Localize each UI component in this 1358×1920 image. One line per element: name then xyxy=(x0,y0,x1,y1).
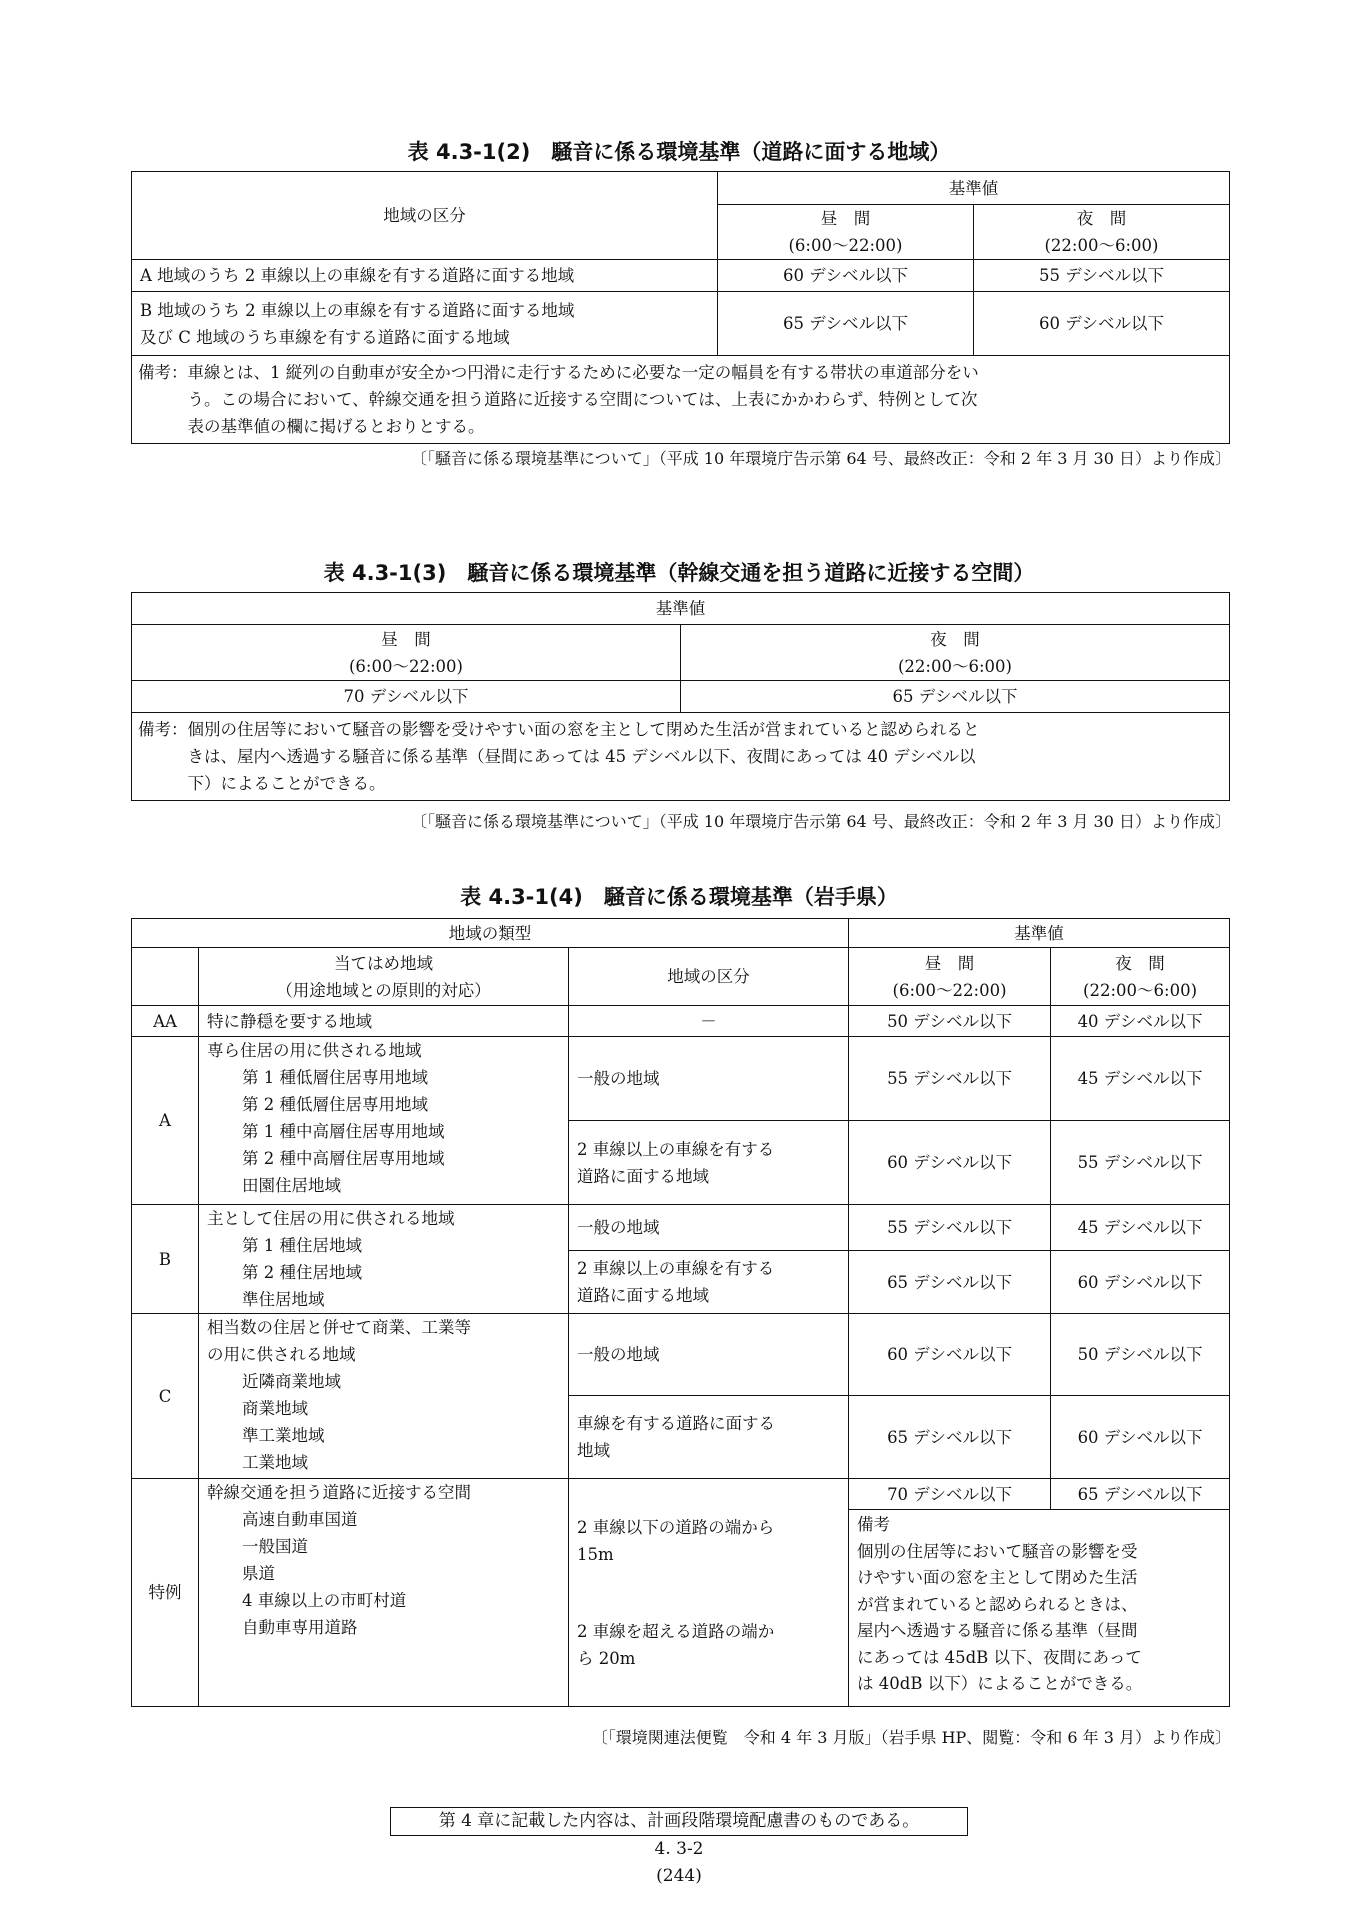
table4-b-region-road: 2 車線以上の車線を有する 道路に面する地域 xyxy=(569,1251,849,1314)
table4-c-area: 相当数の住居と併せて商業、工業等 の用に供される地域 近隣商業地域 商業地域 準工業地域 工業地域 xyxy=(199,1314,569,1479)
table4-b-road-day: 65 デシベル以下 xyxy=(849,1251,1051,1314)
table4-c-region-road: 車線を有する道路に面する 地域 xyxy=(569,1396,849,1479)
table2-row1-night: 55 デシベル以下 xyxy=(974,260,1230,292)
table3-note: 備考： 個別の住居等において騒音の影響を受けやすい面の窓を主として閉めた生活が営まれていると認められると きは、屋内へ透過する騒音に係る基準（昼間にあっては 45 デシベル以下、夜間にあっては 40 デシベル以 下）によることができる。 xyxy=(132,713,1230,801)
table3-caption: 表 4.3-1(3) 騒音に係る環境基準（幹線交通を担う道路に近接する空間） xyxy=(323,561,1035,585)
table3-day-value: 70 デシベル以下 xyxy=(132,681,681,713)
table4-b-region-general: 一般の地域 xyxy=(569,1205,849,1251)
table4-header-type: 地域の類型 xyxy=(132,919,849,948)
table3-header-night: 夜 間 (22:00～6:00) xyxy=(681,625,1230,681)
table4-c-road-day: 65 デシベル以下 xyxy=(849,1396,1051,1479)
table4-header-day: 昼 間 (6:00～22:00) xyxy=(849,948,1051,1006)
table4-special-note: 備考 個別の住居等において騒音の影響を受 けやすい面の窓を主として閉めた生活 が営まれていると認められるときは、 屋内へ透過する騒音に係る基準（昼間 にあっては 45dB 以下、夜間にあって は 40dB 以下）によることができる。 xyxy=(849,1510,1230,1707)
table4-header-applied: 当てはめ地域 （用途地域との原則的対応） xyxy=(199,948,569,1006)
table4-a-road-night: 55 デシベル以下 xyxy=(1051,1121,1230,1205)
table4-a-general-night: 45 デシベル以下 xyxy=(1051,1037,1230,1121)
table4-a-region-general: 一般の地域 xyxy=(569,1037,849,1121)
table2-row2-day: 65 デシベル以下 xyxy=(718,292,974,356)
table4-c-general-day: 60 デシベル以下 xyxy=(849,1314,1051,1396)
table4-aa-night: 40 デシベル以下 xyxy=(1051,1006,1230,1037)
table4-header-region: 地域の区分 xyxy=(569,948,849,1006)
table4-header-standard: 基準値 xyxy=(849,919,1230,948)
table4-a-general-day: 55 デシベル以下 xyxy=(849,1037,1051,1121)
table4-a-road-day: 60 デシベル以下 xyxy=(849,1121,1051,1205)
table2-header-region: 地域の区分 xyxy=(132,172,718,260)
table3-source: 〔「騒音に係る環境基準について」（平成 10 年環境庁告示第 64 号、最終改正：令和 2 年 3 月 30 日）より作成〕 xyxy=(411,812,1231,831)
table3 xyxy=(131,592,1230,801)
page-total-number: (244) xyxy=(656,1866,702,1886)
table2-caption: 表 4.3-1(2) 騒音に係る環境基準（道路に面する地域） xyxy=(407,140,951,164)
table4-a-area: 専ら住居の用に供される地域 第 1 種低層住居専用地域 第 2 種低層住居専用地域 第 1 種中高層住居専用地域 第 2 種中高層住居専用地域 田園住居地域 xyxy=(199,1037,569,1205)
table2-row2-region: B 地域のうち 2 車線以上の車線を有する道路に面する地域 及び C 地域のうち車線を有する道路に面する地域 xyxy=(132,292,718,356)
table4-b-area: 主として住居の用に供される地域 第 1 種住居地域 第 2 種住居地域 準住居地域 xyxy=(199,1205,569,1314)
table4-c-type: C xyxy=(132,1314,199,1479)
table4-header-blank xyxy=(132,948,199,1006)
chapter-notice: 第 4 章に記載した内容は、計画段階環境配慮書のものである。 xyxy=(390,1807,968,1836)
table4-special-type: 特例 xyxy=(132,1479,199,1707)
table4 xyxy=(131,918,1230,1707)
table4-source: 〔「環境関連法便覧 令和 4 年 3 月版」（岩手県 HP、閲覧：令和 6 年 3 月）より作成〕 xyxy=(591,1728,1231,1747)
table2-header-day: 昼 間 (6:00～22:00) xyxy=(718,205,974,260)
table4-a-region-road: 2 車線以上の車線を有する 道路に面する地域 xyxy=(569,1121,849,1205)
table4-aa-type: AA xyxy=(132,1006,199,1037)
table3-header-standard: 基準値 xyxy=(132,593,1230,625)
table4-a-type: A xyxy=(132,1037,199,1205)
table2-note: 備考： 車線とは、1 縦列の自動車が安全かつ円滑に走行するために必要な一定の幅員を有する帯状の車道部分をい う。この場合において、幹線交通を担う道路に近接する空間については、上表にかかわらず、特例として次 表の基準値の欄に掲げるとおりとする。 xyxy=(132,356,1230,444)
table3-night-value: 65 デシベル以下 xyxy=(681,681,1230,713)
table4-special-area: 幹線交通を担う道路に近接する空間 高速自動車国道 一般国道 県道 4 車線以上の市町村道 自動車専用道路 xyxy=(199,1479,569,1707)
table2-header-standard: 基準値 xyxy=(718,172,1230,205)
table4-aa-day: 50 デシベル以下 xyxy=(849,1006,1051,1037)
table4-special-region: 2 車線以下の道路の端から 15m 2 車線を超える道路の端か ら 20m xyxy=(569,1479,849,1707)
table4-c-general-night: 50 デシベル以下 xyxy=(1051,1314,1230,1396)
page-number: 4. 3-2 xyxy=(654,1839,704,1859)
table2-row1-day: 60 デシベル以下 xyxy=(718,260,974,292)
table2-row1-region: A 地域のうち 2 車線以上の車線を有する道路に面する地域 xyxy=(132,260,718,292)
table2 xyxy=(131,171,1230,444)
table4-c-road-night: 60 デシベル以下 xyxy=(1051,1396,1230,1479)
table4-b-general-night: 45 デシベル以下 xyxy=(1051,1205,1230,1251)
table4-c-region-general: 一般の地域 xyxy=(569,1314,849,1396)
table4-aa-area: 特に静穏を要する地域 xyxy=(199,1006,569,1037)
table4-b-general-day: 55 デシベル以下 xyxy=(849,1205,1051,1251)
table2-header-night: 夜 間 (22:00～6:00) xyxy=(974,205,1230,260)
table4-caption: 表 4.3-1(4) 騒音に係る環境基準（岩手県） xyxy=(460,885,898,909)
table4-special-day: 70 デシベル以下 xyxy=(849,1479,1051,1510)
table2-row2-night: 60 デシベル以下 xyxy=(974,292,1230,356)
table3-header-day: 昼 間 (6:00～22:00) xyxy=(132,625,681,681)
table4-header-night: 夜 間 (22:00～6:00) xyxy=(1051,948,1230,1006)
table2-source: 〔「騒音に係る環境基準について」（平成 10 年環境庁告示第 64 号、最終改正：令和 2 年 3 月 30 日）より作成〕 xyxy=(411,449,1231,468)
table4-b-type: B xyxy=(132,1205,199,1314)
table4-special-night: 65 デシベル以下 xyxy=(1051,1479,1230,1510)
table4-aa-region: － xyxy=(569,1006,849,1037)
table4-b-road-night: 60 デシベル以下 xyxy=(1051,1251,1230,1314)
